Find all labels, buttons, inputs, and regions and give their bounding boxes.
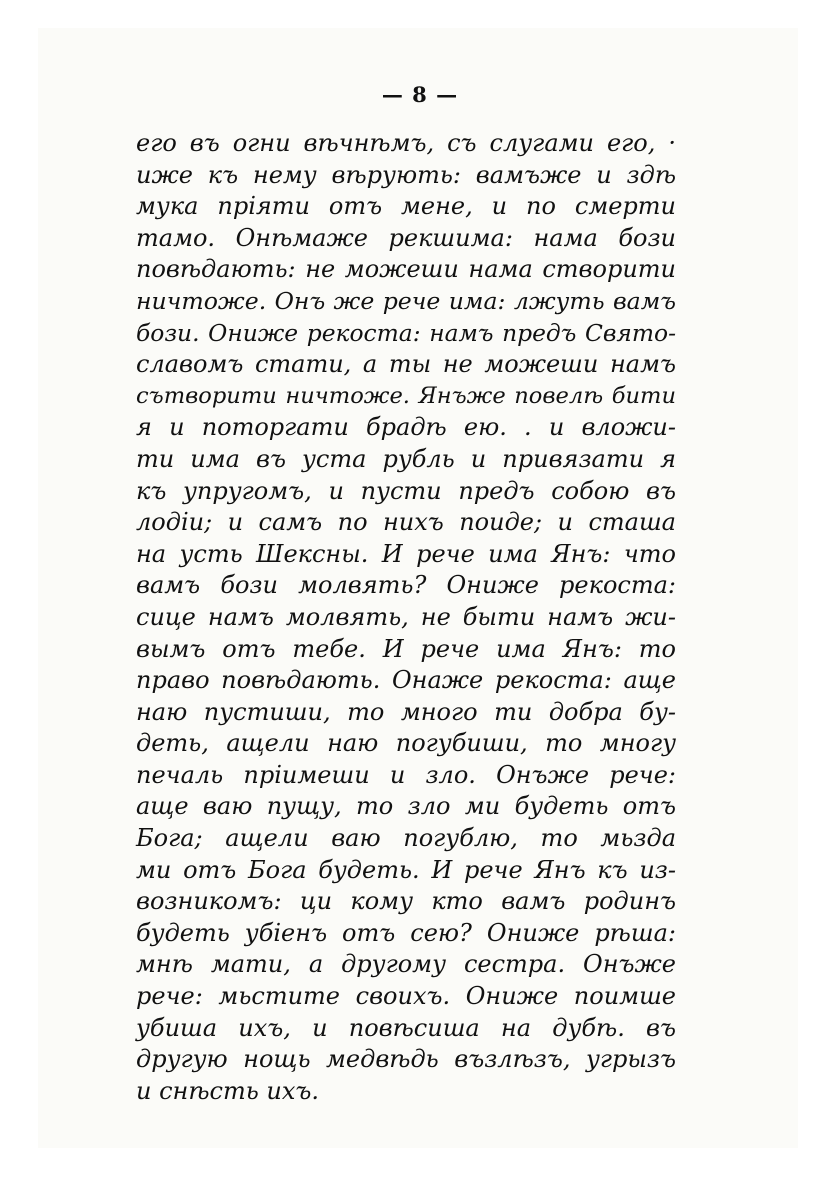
text-line: бози. Ониже рекоста: намъ предъ Свято-	[136, 318, 676, 347]
text-line: славомъ стати, а ты не можеши намъ	[136, 350, 676, 379]
text-line: право повѣдають. Онаже рекоста: аще	[136, 666, 676, 695]
text-line: печаль пріимеши и зло. Онъже рече:	[136, 760, 676, 789]
text-line: вамъ бози молвять? Ониже рекоста:	[136, 571, 676, 600]
text-line: къ упругомъ, и пусти предъ собою въ	[136, 476, 676, 505]
text-line: ти има въ уста рубль и привязати я	[136, 444, 676, 473]
page-number: — 8 —	[381, 82, 459, 107]
text-line: ничтоже. Онъ же рече има: лжуть вамъ	[136, 286, 676, 315]
text-line: повѣдають: не можеши нама створити	[136, 255, 676, 284]
text-line: ми отъ Бога будеть. И рече Янъ къ из-	[136, 855, 676, 884]
text-line: аще ваю пущу, то зло ми будеть отъ	[136, 792, 676, 821]
text-line: сице намъ молвять, не быти намъ жи-	[136, 602, 676, 631]
text-line: деть, ащели наю погубиши, то многу	[136, 729, 676, 758]
text-line: тамо. Онѣмаже рекшима: нама бози	[136, 223, 676, 252]
text-line: его въ огни вѣчнѣмъ, съ слугами его, ·	[136, 129, 676, 157]
text-line: Бога; ащели ваю погублю, то мьзда	[136, 824, 676, 853]
text-line: лодіи; и самъ по нихъ поиде; и сташа	[136, 508, 676, 537]
text-line: сътворити ничтоже. Янъже повелѣ бити	[136, 382, 676, 409]
text-line: наю пустиши, то много ти добра бу-	[136, 697, 676, 726]
text-line: рече: мьстите своихъ. Ониже поимше	[136, 982, 676, 1011]
text-line: мнѣ мати, а другому сестра. Онъже	[136, 950, 676, 979]
text-body	[136, 128, 676, 1107]
text-line: и снѣсть ихъ.	[136, 1076, 320, 1105]
text-line: я и поторгати брадѣ ею. . и вложи-	[136, 413, 676, 442]
text-line: возникомъ: ци кому кто вамъ родинъ	[136, 887, 676, 916]
text-line: на усть Шексны. И рече има Янъ: что	[136, 539, 676, 568]
text-line: иже къ нему вѣрують: вамъже и здѣ	[136, 160, 676, 189]
text-line: убиша ихъ, и повѣсиша на дубѣ. въ	[136, 1013, 676, 1042]
text-line: вымъ отъ тебе. И рече има Янъ: то	[136, 634, 676, 663]
text-line: другую нощь медвѣдь възлѣзъ, угрызъ	[136, 1045, 676, 1074]
text-line: мука пріяти отъ мене, и по смерти	[136, 192, 676, 221]
text-line: будеть убіенъ отъ сею? Ониже рѣша:	[136, 918, 676, 947]
